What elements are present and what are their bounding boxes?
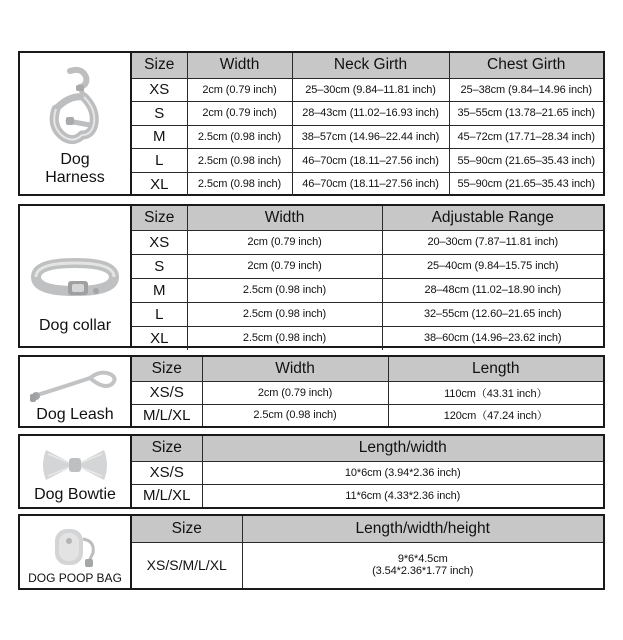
- leash-header-length: Length: [388, 357, 603, 381]
- size-cell: M/L/XL: [132, 404, 202, 426]
- table-row: [132, 78, 603, 102]
- range-cell: 28–48cm (11.02–18.90 inch): [382, 278, 603, 302]
- harness-header-neck: Neck Girth: [292, 53, 449, 78]
- table-row: [132, 381, 603, 404]
- neck-cell: 38–57cm (14.96–22.44 inch): [292, 125, 449, 149]
- size-cell: L: [132, 149, 187, 173]
- poopbag-size-table: [132, 516, 603, 588]
- width-cell: 2.5cm (0.98 inch): [187, 172, 292, 196]
- size-cell: XL: [132, 326, 187, 350]
- width-cell: 2.5cm (0.98 inch): [187, 278, 382, 302]
- size-cell: L: [132, 302, 187, 326]
- harness-label-line2: Harness: [45, 168, 105, 186]
- leash-header-size: Size: [132, 357, 202, 381]
- table-row: [132, 125, 603, 149]
- table-row: [132, 254, 603, 278]
- table-row: [132, 404, 603, 426]
- table-row: [132, 278, 603, 302]
- width-cell: 2.5cm (0.98 inch): [187, 125, 292, 149]
- bowtie-size-table: [132, 436, 603, 507]
- chest-cell: 55–90cm (21.65–35.43 inch): [449, 172, 603, 196]
- poopbag-label: DOG POOP BAG: [28, 571, 122, 586]
- bowtie-header-dimensions: Length/width: [202, 436, 603, 461]
- leash-product-cell: [20, 357, 132, 426]
- dog-leash-icon: [30, 368, 120, 404]
- leash-section: [18, 355, 605, 428]
- width-cell: 2cm (0.79 inch): [187, 230, 382, 254]
- size-cell: S: [132, 254, 187, 278]
- neck-cell: 28–43cm (11.02–16.93 inch): [292, 102, 449, 126]
- table-row: [132, 461, 603, 484]
- range-cell: 32–55cm (12.60–21.65 inch): [382, 302, 603, 326]
- neck-cell: 46–70cm (18.11–27.56 inch): [292, 149, 449, 173]
- collar-product-cell: [20, 206, 132, 346]
- harness-header-size: Size: [132, 53, 187, 78]
- width-cell: 2cm (0.79 inch): [187, 254, 382, 278]
- width-cell: 2.5cm (0.98 inch): [202, 404, 388, 426]
- width-cell: 2cm (0.79 inch): [187, 102, 292, 126]
- poopbag-product-cell: [20, 516, 132, 588]
- table-row: [132, 172, 603, 196]
- poopbag-header-size: Size: [132, 516, 242, 542]
- leash-label: Dog Leash: [36, 405, 114, 423]
- width-cell: 2.5cm (0.98 inch): [187, 326, 382, 350]
- bowtie-section: [18, 434, 605, 509]
- table-row: [132, 230, 603, 254]
- dimensions-cell: 11*6cm (4.33*2.36 inch): [202, 484, 603, 507]
- size-cell: M: [132, 125, 187, 149]
- dimensions-cell: [242, 542, 603, 588]
- width-cell: 2cm (0.79 inch): [187, 78, 292, 102]
- collar-header-size: Size: [132, 206, 187, 230]
- table-row: [132, 326, 603, 350]
- harness-section: [18, 51, 605, 196]
- bowtie-label: Dog Bowtie: [34, 485, 116, 503]
- bowtie-product-cell: [20, 436, 132, 507]
- dimensions-cell: 10*6cm (3.94*2.36 inch): [202, 461, 603, 484]
- collar-header-range: Adjustable Range: [382, 206, 603, 230]
- chest-cell: 25–38cm (9.84–14.96 inch): [449, 78, 603, 102]
- harness-header-chest: Chest Girth: [449, 53, 603, 78]
- range-cell: 20–30cm (7.87–11.81 inch): [382, 230, 603, 254]
- harness-product-cell: [20, 53, 132, 194]
- dog-bowtie-icon: [40, 446, 110, 484]
- poopbag-section: [18, 514, 605, 590]
- width-cell: 2cm (0.79 inch): [202, 381, 388, 404]
- size-cell: XS/S: [132, 381, 202, 404]
- dimensions-inch: (3.54*2.36*1.77 inch): [372, 565, 474, 578]
- collar-label: Dog collar: [38, 316, 112, 334]
- collar-header-width: Width: [187, 206, 382, 230]
- poopbag-header-dimensions: Length/width/height: [242, 516, 603, 542]
- harness-label-line1: Dog: [60, 151, 90, 169]
- harness-size-table: [132, 53, 603, 196]
- size-cell: S: [132, 102, 187, 126]
- table-row: [132, 302, 603, 326]
- range-cell: 25–40cm (9.84–15.75 inch): [382, 254, 603, 278]
- chest-cell: 55–90cm (21.65–35.43 inch): [449, 149, 603, 173]
- size-cell: XS/S/M/L/XL: [132, 542, 242, 588]
- table-row: [132, 102, 603, 126]
- length-cell: 120cm（47.24 inch）: [388, 404, 603, 426]
- leash-header-width: Width: [202, 357, 388, 381]
- table-row: [132, 484, 603, 507]
- size-cell: XS: [132, 230, 187, 254]
- poop-bag-icon: [45, 521, 105, 571]
- dimensions-cm: 9*6*4.5cm: [397, 552, 448, 565]
- size-cell: M/L/XL: [132, 484, 202, 507]
- size-cell: XL: [132, 172, 187, 196]
- size-cell: M: [132, 278, 187, 302]
- harness-header-width: Width: [187, 53, 292, 78]
- table-row: [132, 542, 603, 588]
- table-row: [132, 149, 603, 173]
- bowtie-header-size: Size: [132, 436, 202, 461]
- dog-harness-icon: [40, 65, 110, 147]
- size-cell: XS: [132, 78, 187, 102]
- neck-cell: 46–70cm (18.11–27.56 inch): [292, 172, 449, 196]
- collar-size-table: [132, 206, 603, 350]
- size-cell: XS/S: [132, 461, 202, 484]
- chest-cell: 35–55cm (13.78–21.65 inch): [449, 102, 603, 126]
- neck-cell: 25–30cm (9.84–11.81 inch): [292, 78, 449, 102]
- length-cell: 110cm（43.31 inch）: [388, 381, 603, 404]
- collar-section: [18, 204, 605, 348]
- chest-cell: 45–72cm (17.71–28.34 inch): [449, 125, 603, 149]
- width-cell: 2.5cm (0.98 inch): [187, 302, 382, 326]
- range-cell: 38–60cm (14.96–23.62 inch): [382, 326, 603, 350]
- dog-collar-icon: [30, 251, 120, 303]
- leash-size-table: [132, 357, 603, 426]
- width-cell: 2.5cm (0.98 inch): [187, 149, 292, 173]
